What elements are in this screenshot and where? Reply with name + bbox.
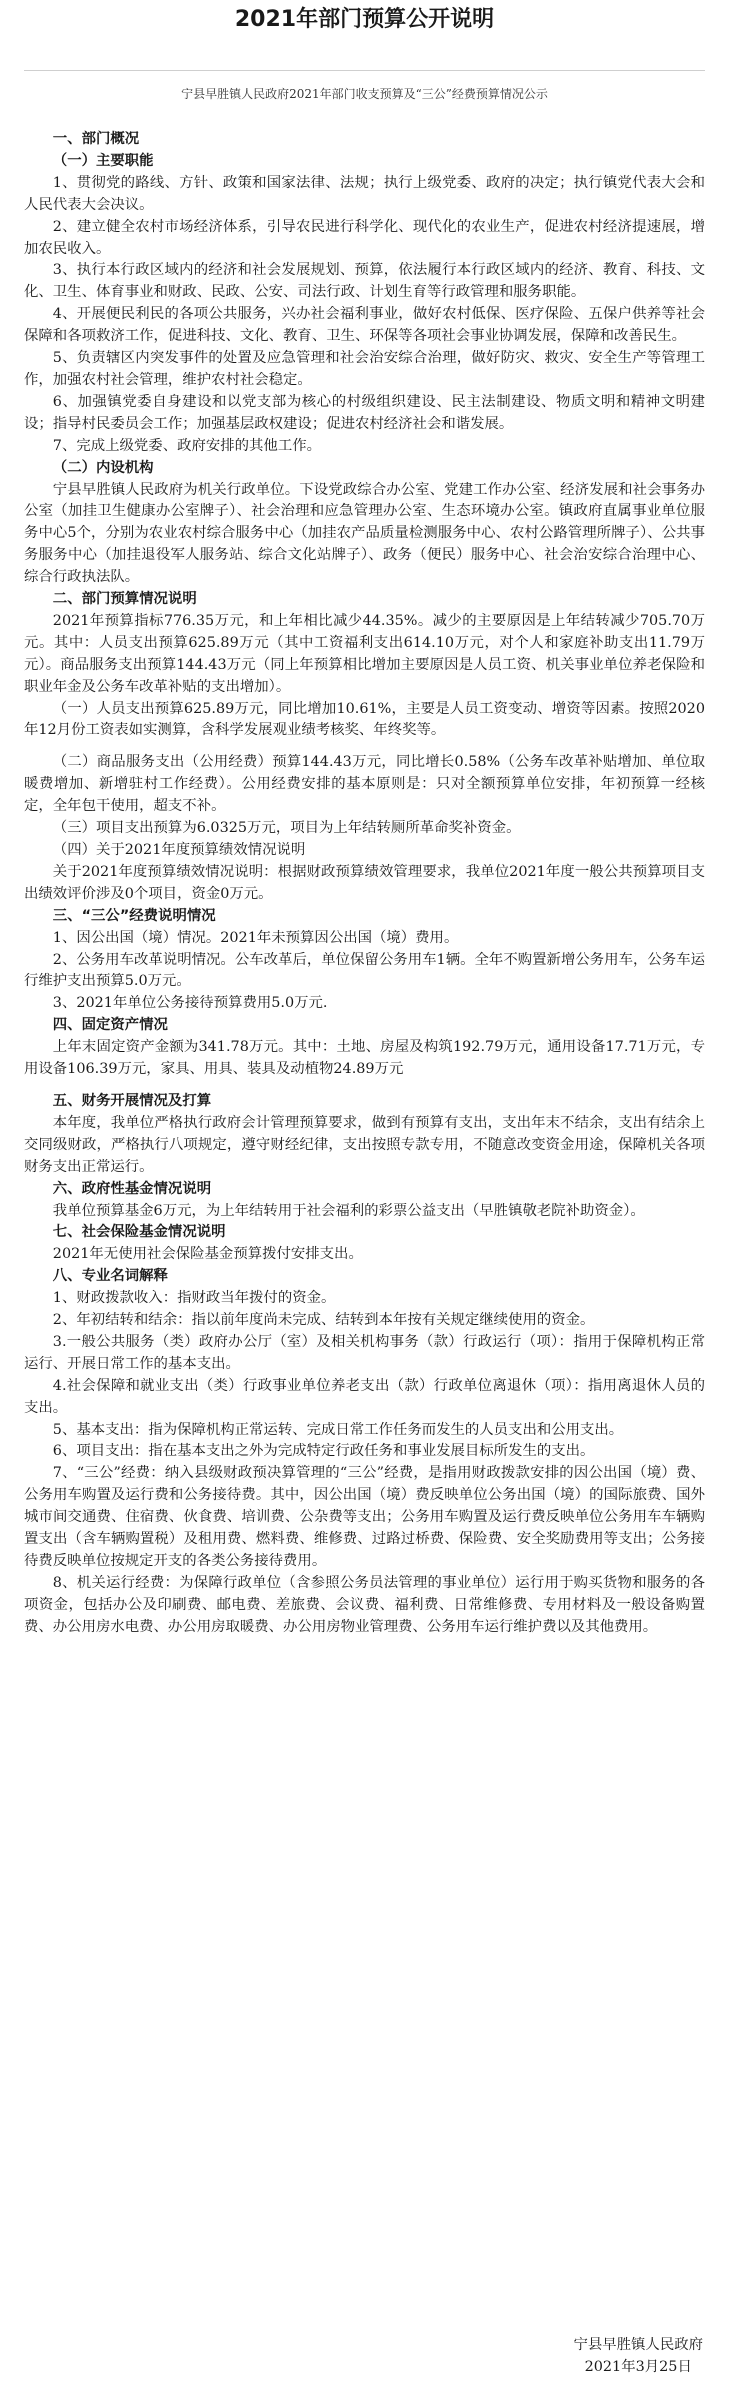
body-paragraph: 6、加强镇党委自身建设和以党支部为核心的村级组织建设、民主法制建设、物质文明和精神文明建设；指导村民委员会工作；加强基层政权建设；促进农村经济社会和谐发展。 [24, 393, 705, 432]
body-paragraph: 7、“三公”经费：纳入县级财政预决算管理的“三公”经费，是指用财政拨款安排的因公出国（境）费、公务用车购置及运行费和公务接待费。其中，因公出国（境）费反映单位公务出国（境）的国际旅费、国外城市间交通费、住宿费、伙食费、培训费、公杂费等支出；公务用车购置及运行费反映单位公务用车车辆购置支出（含车辆购置税）及租用费、燃料费、维修费、过路过桥费、保险费、安全奖励费用等支出；公务接待费反映单位按规定开支的各类公务接待费用。 [24, 1465, 705, 1569]
body-paragraph: 2021年预算指标776.35万元，和上年相比减少44.35%。减少的主要原因是上年结转减少705.70万元。其中：人员支出预算625.89万元（其中工资福利支出614.10万元，对个人和家庭补助支出11.79万元）。商品服务支出预算144.43万元（同上年预算相比增加主要原因是人员工资、机关事业单位养老保险和职业年金及公务车改革补贴的支出增加）。 [24, 612, 705, 695]
body-paragraph: 1、贯彻党的路线、方针、政策和国家法律、法规；执行上级党委、政府的决定；执行镇党代表大会和人民代表大会决议。 [24, 174, 705, 213]
body-paragraph: 3.一般公共服务（类）政府办公厅（室）及相关机构事务（款）行政运行（项）：指用于保障机构正常运行、开展日常工作的基本支出。 [24, 1333, 705, 1372]
body-paragraph: 3、2021年单位公务接待预算费用5.0万元. [52, 995, 328, 1012]
body-paragraph: 3、执行本行政区域内的经济和社会发展规划、预算，依法履行本行政区域内的经济、教育、科技、文化、卫生、体育事业和财政、民政、公安、司法行政、计划生育等行政管理和服务职能。 [24, 262, 705, 301]
body-paragraph: 2021年无使用社会保险基金预算拨付安排支出。 [52, 1246, 363, 1263]
body-paragraph: 关于2021年度预算绩效情况说明：根据财政预算绩效管理要求，我单位2021年度一般公共预算项目支出绩效评价涉及0个项目，资金0万元。 [24, 863, 705, 902]
section-heading: 一、部门概况 [52, 131, 140, 147]
section-heading: 三、“三公”经费说明情况 [52, 907, 216, 924]
body-paragraph: 2、公务用车改革说明情况。公车改革后，单位保留公务用车1辆。全年不购置新增公务用车，公务车运行维护支出预算5.0万元。 [24, 951, 705, 990]
body-paragraph: 8、机关运行经费：为保障行政单位（含参照公务员法管理的事业单位）运行用于购买货物和服务的各项资金，包括办公及印刷费、邮电费、差旅费、会议费、福利费、日常维修费、专用材料及一般设备购置费、办公用房水电费、办公用房取暖费、办公用房物业管理费、公务用车运行维护费以及其他费用。 [24, 1574, 705, 1635]
body-paragraph: 5、负责辖区内突发事件的处置及应急管理和社会治安综合治理，做好防灾、救灾、安全生产等管理工作，加强农村社会管理，维护农村社会稳定。 [24, 350, 705, 388]
body-paragraph: 2、年初结转和结余：指以前年度尚未完成、结转到本年按有关规定继续使用的资金。 [52, 1312, 595, 1329]
section-heading: 二、部门预算情况说明 [52, 591, 197, 608]
body-paragraph: （一）人员支出预算625.89万元，同比增加10.61%，主要是人员工资变动、增资等因素。按照2020年12月份工资表如实测算，含科学发展观业绩考核奖、年终奖等。 [24, 700, 705, 739]
document-body [24, 129, 705, 1639]
section-heading: 八、专业名词解释 [52, 1268, 168, 1285]
section-heading: （一）主要职能 [52, 152, 154, 169]
body-paragraph: 上年末固定资产金额为341.78万元。其中：土地、房屋及构筑192.79万元，通用设备17.71万元，专用设备106.39万元，家具、用具、装具及动植物24.89万元 [24, 1039, 705, 1078]
title-divider [24, 70, 705, 71]
body-paragraph: （二）商品服务支出（公用经费）预算144.43万元，同比增长0.58%（公务车改革补贴增加、单位取暖费增加、新增驻村工作经费）。公用经费安排的基本原则是：只对全额预算单位安排，年初预算一经核定，全年包干使用，超支不补。 [24, 754, 705, 815]
body-paragraph: 本年度，我单位严格执行政府会计管理预算要求，做到有预算有支出，支出年末不结余，支出有结余上交同级财政，严格执行八项规定，遵守财经纪律，支出按照专款专用，不随意改变资金用途，保障机关各项财务支出正常运行。 [24, 1114, 705, 1175]
document-subtitle: 宁县早胜镇人民政府2021年部门收支预算及“三公”经费预算情况公示 [181, 87, 548, 101]
signature-block [573, 2334, 703, 2378]
body-paragraph: （三）项目支出预算为6.0325万元，项目为上年结转厕所革命奖补资金。 [52, 820, 521, 837]
section-heading: （二）内设机构 [52, 459, 154, 476]
section-heading: 六、政府性基金情况说明 [52, 1180, 212, 1197]
body-paragraph: 宁县早胜镇人民政府为机关行政单位。下设党政综合办公室、党建工作办公室、经济发展和社会事务办公室（加挂卫生健康办公室牌子）、社会治理和应急管理办公室、生态环境办公室。镇政府直属事业单位服务中心5个，分别为农业农村综合服务中心（加挂农产品质量检测服务中心、农村公路管理所牌子）、公共事务服务中心（加挂退役军人服务站、综合文化站牌子）、政务（便民）服务中心、社会治安综合治理中心、综合行政执法队。 [24, 481, 705, 586]
body-paragraph: （四）关于2021年度预算绩效情况说明 [52, 842, 306, 858]
body-paragraph: 我单位预算基金6万元，为上年结转用于社会福利的彩票公益支出（早胜镇敬老院补助资金）。 [52, 1202, 645, 1219]
body-paragraph: 6、项目支出：指在基本支出之外为完成特定行政任务和事业发展目标所发生的支出。 [52, 1443, 595, 1460]
section-heading: 五、财务开展情况及打算 [52, 1092, 212, 1109]
body-paragraph: 1、因公出国（境）情况。2021年未预算因公出国（境）费用。 [52, 929, 459, 946]
spacer [24, 742, 705, 752]
body-paragraph: 7、完成上级党委、政府安排的其他工作。 [52, 437, 321, 454]
section-heading: 四、固定资产情况 [52, 1017, 168, 1034]
signature-date: 2021年3月25日 [584, 2359, 692, 2375]
section-heading: 七、社会保险基金情况说明 [52, 1224, 226, 1241]
body-paragraph: 5、基本支出：指为保障机构正常运转、完成日常工作任务而发生的人员支出和公用支出。 [52, 1421, 624, 1438]
body-paragraph: 1、财政拨款收入：指财政当年拨付的资金。 [52, 1290, 336, 1307]
body-paragraph: 4.社会保障和就业支出（类）行政事业单位养老支出（款）行政单位离退休（项）：指用离退休人员的支出。 [24, 1377, 705, 1416]
body-paragraph: 2、建立健全农村市场经济体系，引导农民进行科学化、现代化的农业生产，促进农村经济提速展，增加农民收入。 [24, 218, 705, 257]
document-title: 2021年部门预算公开说明 [234, 7, 495, 32]
signature-org: 宁县早胜镇人民政府 [573, 2337, 703, 2353]
spacer [24, 1081, 705, 1091]
body-paragraph: 4、开展便民利民的各项公共服务，兴办社会福利事业，做好农村低保、医疗保险、五保户供养等社会保障和各项救济工作，促进科技、文化、教育、卫生、环保等各项社会事业协调发展，保障和改善民生。 [24, 306, 705, 345]
